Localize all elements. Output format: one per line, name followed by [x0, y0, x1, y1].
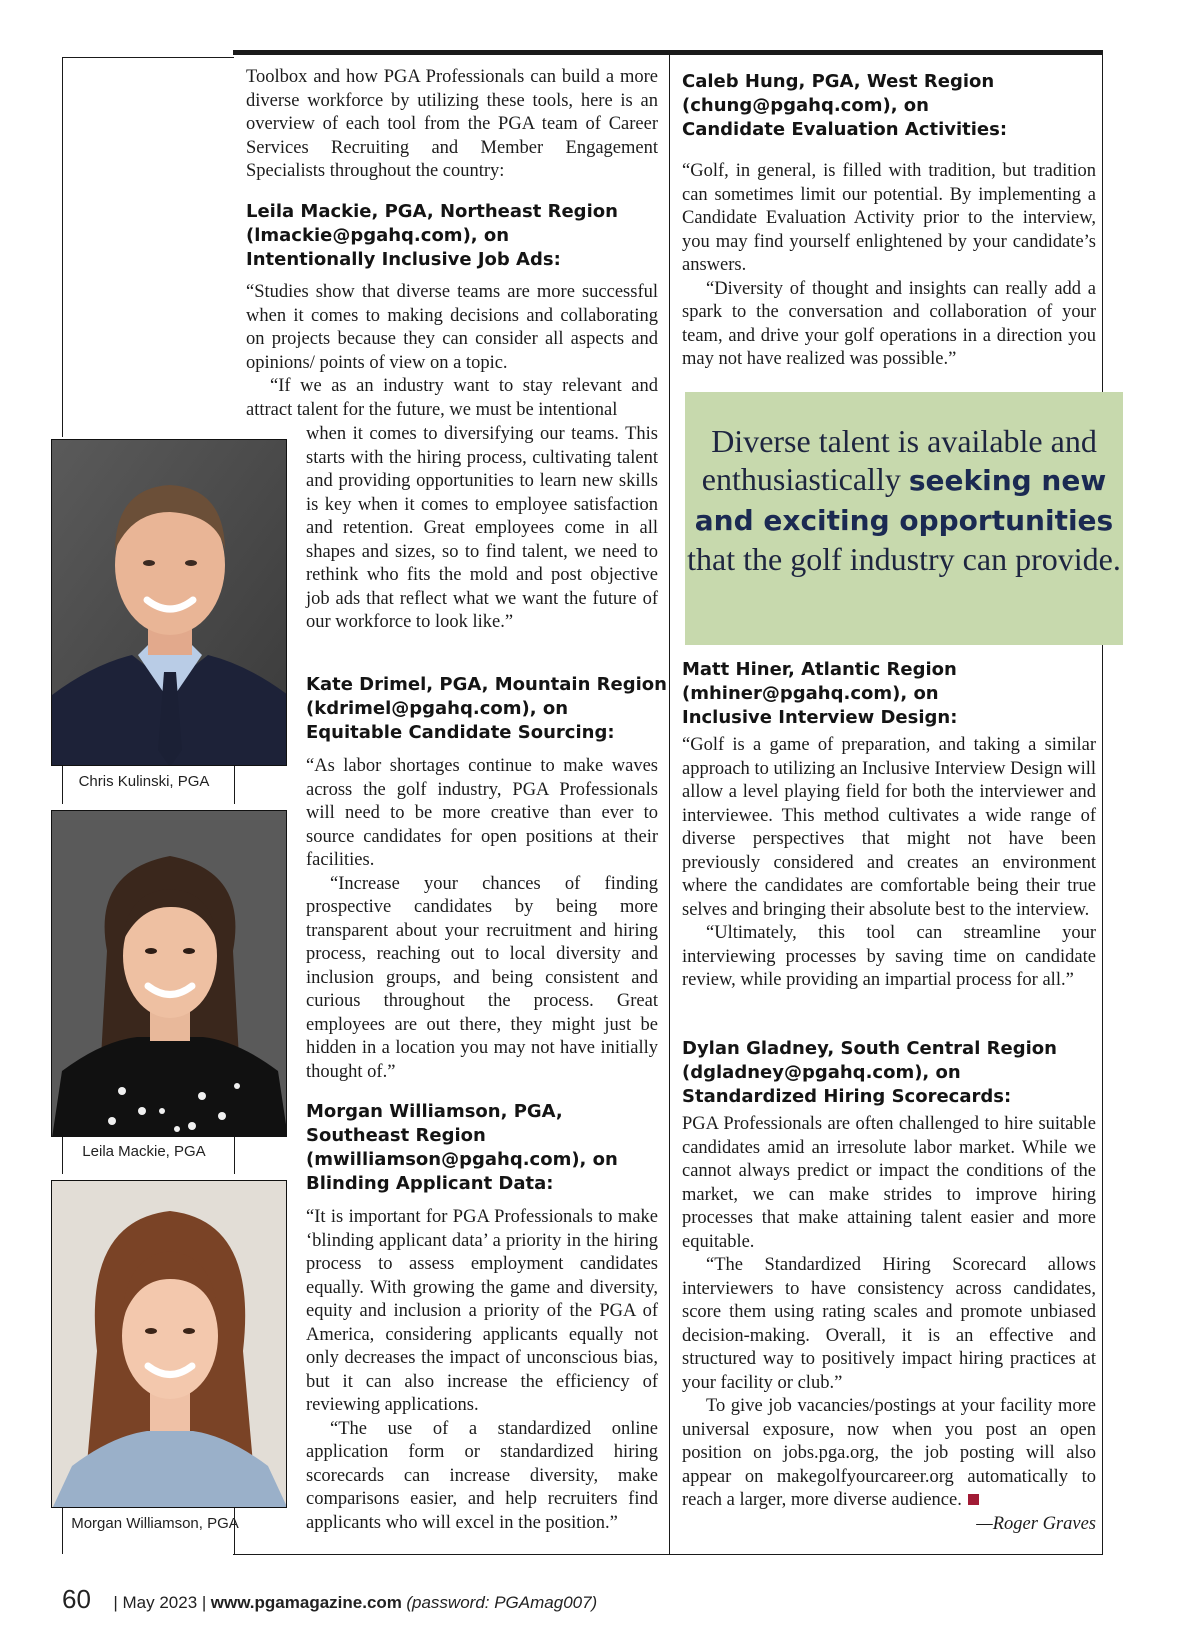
- caption-morgan: Morgan Williamson, PGA: [71, 1515, 239, 1532]
- dylan-paragraph-2: “The Standardized Hiring Scorecard allows interviewers to have consistency across candidates, score them using rating scales and promote unbiased decision-making. Overall, it is an effective and structured way to positively impact hiring practices at your facility or club.”: [682, 1255, 1096, 1393]
- leila-paragraph-2b: when it comes to diversifying our teams. This starts with the hiring process, cultivating talent and providing opportunities to learn new skills is key when it comes to employee satisfaction and retention. Great employees come in all shapes and sizes, so to find talent, we need to rethink who fits the mold and post objective job ads that reflect what we want the future of our workforce to look like.”: [306, 424, 658, 632]
- portrait-woman-image: [52, 811, 287, 1137]
- issue-date: | May 2023 |: [113, 1593, 207, 1612]
- morgan-section: [306, 1100, 658, 1535]
- top-rule: [233, 50, 1103, 55]
- author-signature: —Roger Graves: [976, 1513, 1096, 1534]
- kate-paragraph-1: “As labor shortages continue to make waves across the golf industry, PGA Professionals will need to be more creative than ever to source candidates for open positions at their facilities.: [306, 756, 658, 870]
- leila-paragraph-2a: “If we as an industry want to stay relevant and attract talent for the future, we must be intentional: [246, 376, 658, 420]
- intro-paragraph: Toolbox and how PGA Professionals can build a more diverse workforce by utilizing these tools, here is an overview of each tool from the PGA team of Career Services Recruiting and Member Engagement Specialists throughout the country:: [246, 67, 658, 181]
- matt-paragraph-1: “Golf is a game of preparation, and taking a similar approach to utilizing an Inclusive Interview Design will allow a level playing field for both the interviewer and interviewee. This method cultivates a wide range of diverse perspectives that might not have been previously considered and creates an environment where the candidates are comfortable being their true selves and bringing their absolute best to the interview.: [682, 735, 1096, 920]
- frame-left-line: [62, 57, 63, 437]
- matt-heading: Matt Hiner, Atlantic Region (mhiner@pgahq.com), on Inclusive Interview Design:: [682, 659, 958, 728]
- pull-quote-emphasis: seeking new and exciting opportunities: [694, 464, 1114, 537]
- morgan-paragraph-2: “The use of a standardized online application form or standardized hiring scorecards can increase diversity, make comparisons easier, and help recruiters find applicants who will excel in the position.”: [306, 1418, 658, 1533]
- caleb-paragraph-2: “Diversity of thought and insights can really add a spark to the conversation and collaboration of your team, and drive your golf operations in a direction you may not have realized was possible.”: [682, 278, 1096, 369]
- dylan-section: [682, 1037, 1096, 1536]
- end-mark-icon: [968, 1494, 979, 1505]
- matt-paragraph-2: “Ultimately, this tool can streamline your interviewing processes by saving time on candidate review, while providing an impartial process for all.”: [682, 923, 1096, 990]
- dylan-heading: Dylan Gladney, South Central Region (dgladney@pgahq.com), on Standardized Hiring Scorecards:: [682, 1038, 1057, 1107]
- dylan-paragraph-3: To give job vacancies/postings at your facility more universal exposure, now when you post an open position on jobs.pga.org, the job posting will also appear on makegolfyourcareer.org automatically to reach a larger, more diverse audience.: [682, 1396, 1096, 1510]
- kate-heading: Kate Drimel, PGA, Mountain Region (kdrimel@pgahq.com), on Equitable Candidate Sourcing:: [306, 674, 667, 743]
- pull-quote: Diverse talent is available and enthusiastically seeking new and exciting opportunities that the golf industry can provide.: [687, 423, 1121, 577]
- intro-text: [246, 66, 658, 184]
- password-note: (password: PGAmag007): [406, 1593, 598, 1612]
- kate-paragraph-2: “Increase your chances of finding prospective candidates by being more transparent about your recruitment and hiring process, reaching out to local diversity and inclusion groups, and being consistent and curious throughout the process. Great employees are out there, they might just be hidden in a location you may not have initially thought of.”: [306, 873, 658, 1082]
- caleb-section: [682, 70, 1096, 372]
- caption-chris: Chris Kulinski, PGA: [78, 773, 210, 790]
- portrait-man-image: [52, 440, 287, 766]
- caption-leila: Leila Mackie, PGA: [82, 1143, 206, 1160]
- kate-section: [306, 673, 667, 1084]
- website-link[interactable]: www.pgamagazine.com: [210, 1593, 402, 1612]
- dylan-paragraph-1: PGA Professionals are often challenged to hire suitable candidates amid an irresolute labor market. While we cannot always predict or impact the conditions of the market, we can make strides to improve hiring processes that make attaining talent easier and more equitable.: [682, 1114, 1096, 1252]
- portrait-woman-image: [52, 1181, 287, 1508]
- caleb-heading: Caleb Hung, PGA, West Region (chung@pgahq.com), on Candidate Evaluation Activities:: [682, 71, 1008, 140]
- column-divider: [669, 55, 670, 1555]
- morgan-heading: Morgan Williamson, PGA, Southeast Region (mwilliamson@pgahq.com), on Blinding Applicant Data:: [306, 1101, 618, 1194]
- pull-quote-box: [685, 392, 1123, 645]
- photo-leila-mackie: [51, 810, 287, 1137]
- leila-section: [246, 200, 658, 422]
- leila-heading: Leila Mackie, PGA, Northeast Region (lmackie@pgahq.com), on Intentionally Inclusive Job Ads:: [246, 201, 618, 270]
- caleb-paragraph-1: “Golf, in general, is filled with tradition, but tradition can sometimes limit our potential. By implementing a Candidate Evaluation Activity prior to the interview, you may find yourself enlightened by your candidate’s answers.: [682, 161, 1096, 275]
- photo-morgan-williamson: [51, 1180, 287, 1508]
- leila-continued: [306, 423, 658, 635]
- frame-bottom-line: [233, 1554, 1103, 1555]
- page-footer: [62, 1584, 597, 1615]
- frame-top-line: [62, 57, 234, 58]
- leila-paragraph-1: “Studies show that diverse teams are more successful when it comes to making decisions and collaborating on projects because they can consider all aspects and opinions/ points of view on a topic.: [246, 282, 658, 373]
- frame-right-line: [1102, 55, 1103, 1555]
- matt-section: [682, 658, 1096, 993]
- photo-chris-kulinski: [51, 439, 287, 766]
- morgan-paragraph-1: “It is important for PGA Professionals to make ‘blinding applicant data’ a priority in the hiring process to assess employment candidates equally. With growing the game and diversity, equity and inclusion a priority of the PGA of America, considering applicants equally not only decreases the impact of unconscious bias, but it can also increase the efficiency of reviewing applications.: [306, 1207, 658, 1415]
- page-number: 60: [62, 1584, 91, 1614]
